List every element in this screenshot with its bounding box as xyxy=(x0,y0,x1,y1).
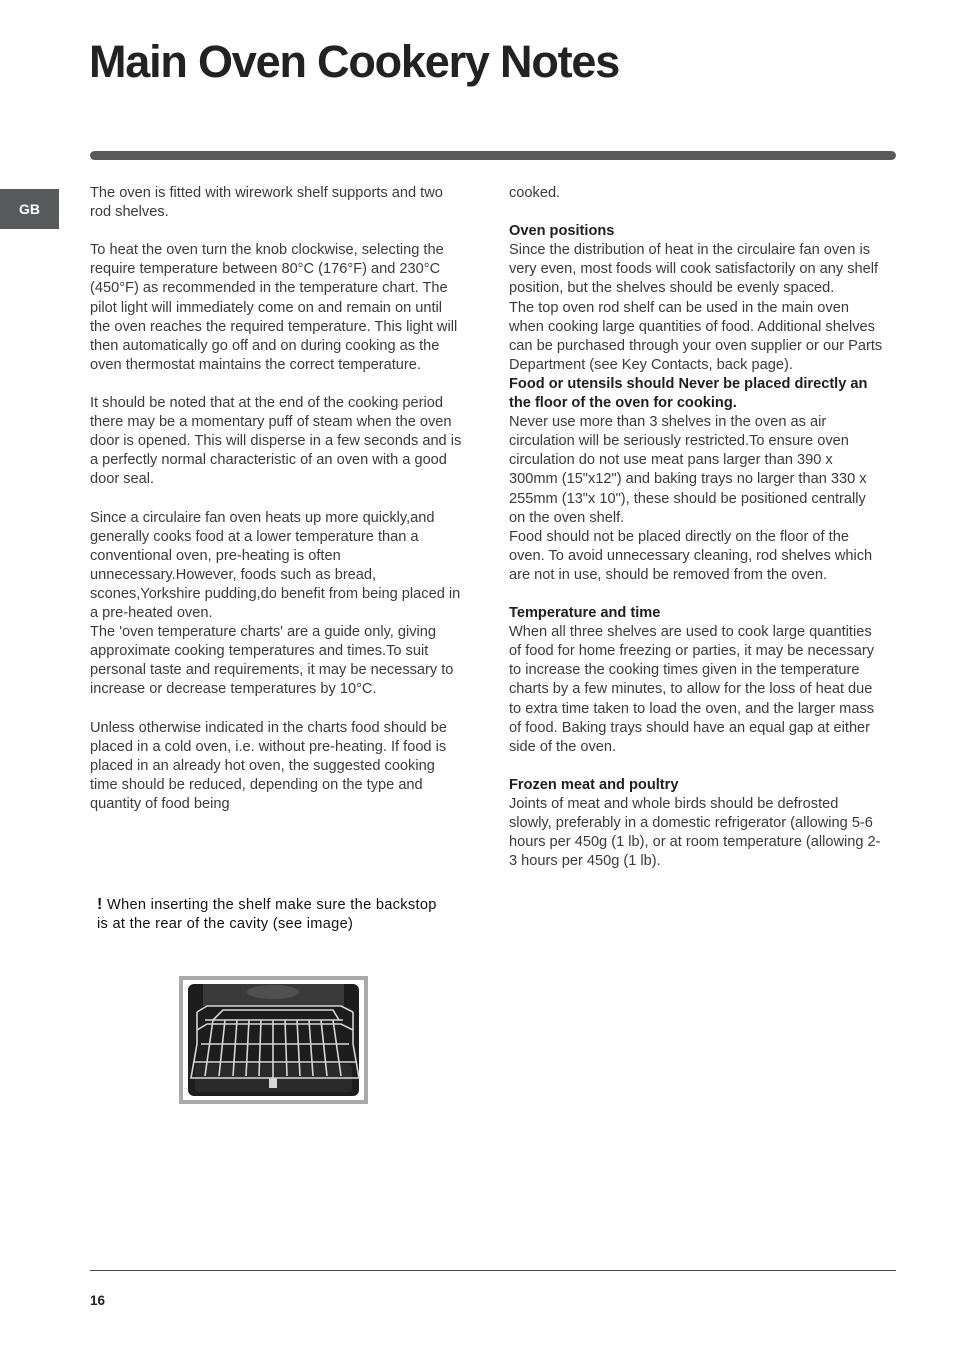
paragraph-cooking-times: When all three shelves are used to cook large quantities of food for home freezing or parties, it may be necessary to increase the cooking times given in the temperature charts by a few minutes, to allow for the loss of heat due to extra time taken to load the oven, and the larger mass of food. Baking trays should have an equal gap at either side of the oven. xyxy=(509,624,875,755)
page-title: Main Oven Cookery Notes xyxy=(89,36,620,87)
shelf-warning xyxy=(97,895,442,935)
left-column xyxy=(90,184,464,814)
paragraph-preheating: Since a circulaire fan oven heats up more quickly,and generally cooks food at a lower temperature than a conventional oven, pre-heating is often unnecessary.However, foods such as bread, scones,Yorkshire pudding,do benefit from being placed in a pre-heated oven. xyxy=(90,509,461,622)
notice-oven-floor: Food or utensils should Never be placed directly an the floor of the oven for cooking. xyxy=(509,375,868,412)
paragraph-steam: It should be noted that at the end of the cooking period there may be a momentary puff of steam when the oven door is opened. This will disperse in a few seconds and is a perfectly normal characteristic of an oven with a good door seal. xyxy=(90,395,462,488)
paragraph-temperature-charts: The 'oven temperature charts' are a guide only, giving approximate cooking temperatures and times.To suit personal taste and requirements, it may be necessary to increase or decrease temperatures by 10°C. xyxy=(90,624,454,698)
footer-divider xyxy=(90,1270,896,1271)
paragraph-heat-distribution: Since the distribution of heat in the circulaire fan oven is very even, most foods will cook satisfactorily on any shelf position, but the shelves should be evenly spaced. xyxy=(509,242,879,297)
paragraph-continuation: cooked. xyxy=(509,185,561,201)
paragraph-cold-oven: Unless otherwise indicated in the charts food should be placed in a cold oven, i.e. without pre-heating. If food is placed in an already hot oven, the suggested cooking time should be reduced, depending on the type and quantity of food being xyxy=(90,719,447,812)
oven-shelf-illustration xyxy=(183,980,364,1100)
paragraph-heating: To heat the oven turn the knob clockwise, selecting the require temperature between 80°C (176°F) and 230°C (450°F) as recommended in the temperature chart. The pilot light will immediately come on and remain on until the oven reaches the required temperature. This light will then automatically go off and on during cooking as the oven thermostat maintains the correct temperature. xyxy=(90,242,458,373)
warning-text: When inserting the shelf make sure the backstop is at the rear of the cavity (see image) xyxy=(97,897,437,933)
heading-frozen-meat: Frozen meat and poultry xyxy=(509,776,679,793)
paragraph-defrosting: Joints of meat and whole birds should be defrosted slowly, preferably in a domestic refrigerator (allowing 5-6 hours per 450g (1 lb), or at room temperature (allowing 2-3 hours per 450g (1 lb). xyxy=(509,796,881,870)
language-tab-label: GB xyxy=(19,201,40,217)
paragraph-shelf-limit: Never use more than 3 shelves in the oven as air circulation will be seriously restricted.To ensure oven circulation do not use meat pans larger than 390 x 300mm (15"x12") and baking trays no larger than 330 x 255mm (13"x 10"), these should be positioned centrally on the oven shelf. xyxy=(509,414,867,526)
heading-temperature-time: Temperature and time xyxy=(509,605,661,622)
heading-oven-positions: Oven positions xyxy=(509,223,615,240)
right-column xyxy=(509,184,885,871)
header-divider-bar xyxy=(90,151,896,160)
language-tab xyxy=(0,189,59,229)
paragraph-top-shelf: The top oven rod shelf can be used in the main oven when cooking large quantities of food. Additional shelves can be purchased through your oven supplier or our Parts Department (see Key Contacts, back page). xyxy=(509,299,883,373)
paragraph-shelf-supports: The oven is fitted with wirework shelf supports and two rod shelves. xyxy=(90,185,443,221)
oven-shelf-image xyxy=(179,976,368,1104)
warning-icon: ! xyxy=(97,896,103,913)
paragraph-floor-placement: Food should not be placed directly on the floor of the oven. To avoid unnecessary cleaning, rod shelves which are not in use, should be removed from the oven. xyxy=(509,528,873,583)
page-number: 16 xyxy=(90,1293,106,1308)
